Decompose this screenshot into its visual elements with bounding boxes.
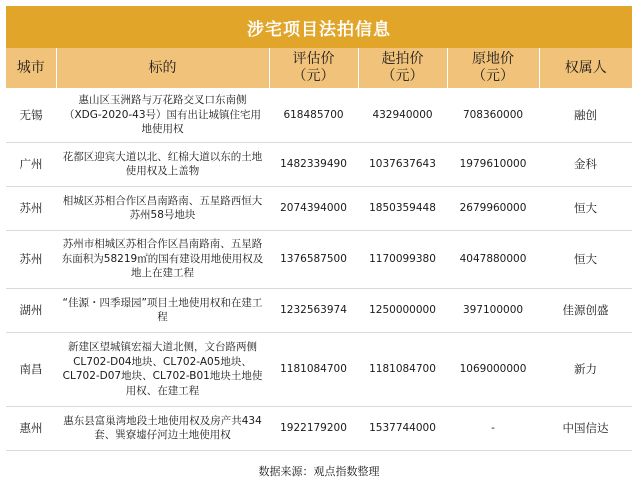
cell-original: 4047880000: [447, 230, 539, 288]
cell-appraisal: 1376587500: [269, 230, 358, 288]
cell-owner: 金科: [539, 142, 632, 186]
cell-city: 湖州: [6, 288, 56, 332]
cell-start: 1037637643: [358, 142, 447, 186]
cell-owner: 新力: [539, 332, 632, 406]
cell-target: 相城区苏相合作区昌南路南、五星路西恒大苏州58号地块: [56, 186, 269, 230]
auction-table: [6, 48, 632, 451]
cell-city: 广州: [6, 142, 56, 186]
header-start: [358, 48, 447, 88]
table-row: [6, 230, 632, 288]
table-title: 涉宅项目法拍信息: [6, 6, 632, 48]
cell-start: 1181084700: [358, 332, 447, 406]
header-start-line1: 起拍价: [381, 51, 424, 67]
source-note: 数据来源：观点指数整理: [258, 465, 380, 478]
cell-city: 苏州: [6, 230, 56, 288]
header-appraisal: [269, 48, 358, 88]
cell-target: 惠东县富巢湾地段土地使用权及房产共434套、巽寮墟仔河边土地使用权: [56, 406, 269, 450]
table-row: [6, 186, 632, 230]
cell-city: 无锡: [6, 88, 56, 142]
cell-target: 惠山区玉洲路与万花路交叉口东南侧（XDG-2020-43号）国有出让城镇住宅用地使用权: [56, 88, 269, 142]
header-appraisal-line2: （元）: [292, 68, 335, 84]
cell-original: 2679960000: [447, 186, 539, 230]
cell-appraisal: 1482339490: [269, 142, 358, 186]
header-target: 标的: [56, 48, 269, 88]
cell-target: 苏州市相城区苏相合作区昌南路南、五星路东面积为58219㎡的国有建设用地使用权及地上在建工程: [56, 230, 269, 288]
cell-target: 花都区迎宾大道以北、红棉大道以东的土地使用权及上盖物: [56, 142, 269, 186]
cell-appraisal: 1922179200: [269, 406, 358, 450]
cell-start: 1850359448: [358, 186, 447, 230]
cell-appraisal: 618485700: [269, 88, 358, 142]
table-row: [6, 288, 632, 332]
header-owner: 权属人: [564, 59, 607, 76]
cell-original: 708360000: [447, 88, 539, 142]
cell-city: 南昌: [6, 332, 56, 406]
cell-city: 惠州: [6, 406, 56, 450]
header-row: [6, 48, 632, 88]
cell-original: -: [447, 406, 539, 450]
header-appraisal-line1: 评估价: [292, 51, 335, 67]
header-original-line1: 原地价: [472, 51, 514, 67]
table-row: [6, 406, 632, 450]
cell-original: 397100000: [447, 288, 539, 332]
cell-start: 432940000: [358, 88, 447, 142]
cell-city: 苏州: [6, 186, 56, 230]
cell-appraisal: 1232563974: [269, 288, 358, 332]
header-start-line2: （元）: [381, 68, 424, 84]
table-row: [6, 142, 632, 186]
cell-original: 1069000000: [447, 332, 539, 406]
table-row: [6, 88, 632, 142]
header-city: 城市: [6, 48, 56, 88]
cell-owner: 恒大: [539, 230, 632, 288]
header-original-line2: （元）: [472, 68, 514, 84]
cell-owner: 佳源创盛: [539, 288, 632, 332]
table-container: [6, 6, 632, 451]
cell-owner: 融创: [539, 88, 632, 142]
cell-original: 1979610000: [447, 142, 539, 186]
cell-owner: 中国信达: [539, 406, 632, 450]
cell-owner: 恒大: [539, 186, 632, 230]
cell-target: “佳源・四季璟园”项目土地使用权和在建工程: [56, 288, 269, 332]
table-row: [6, 332, 632, 406]
cell-start: 1170099380: [358, 230, 447, 288]
cell-start: 1537744000: [358, 406, 447, 450]
cell-appraisal: 2074394000: [269, 186, 358, 230]
cell-target: 新建区望城镇宏福大道北侧，文台路两侧CL702-D04地块、CL702-A05地块、CL702-D07地块、CL702-B01地块土地使用权、在建工程: [56, 332, 269, 406]
cell-appraisal: 1181084700: [269, 332, 358, 406]
cell-start: 1250000000: [358, 288, 447, 332]
header-original: [447, 48, 539, 88]
